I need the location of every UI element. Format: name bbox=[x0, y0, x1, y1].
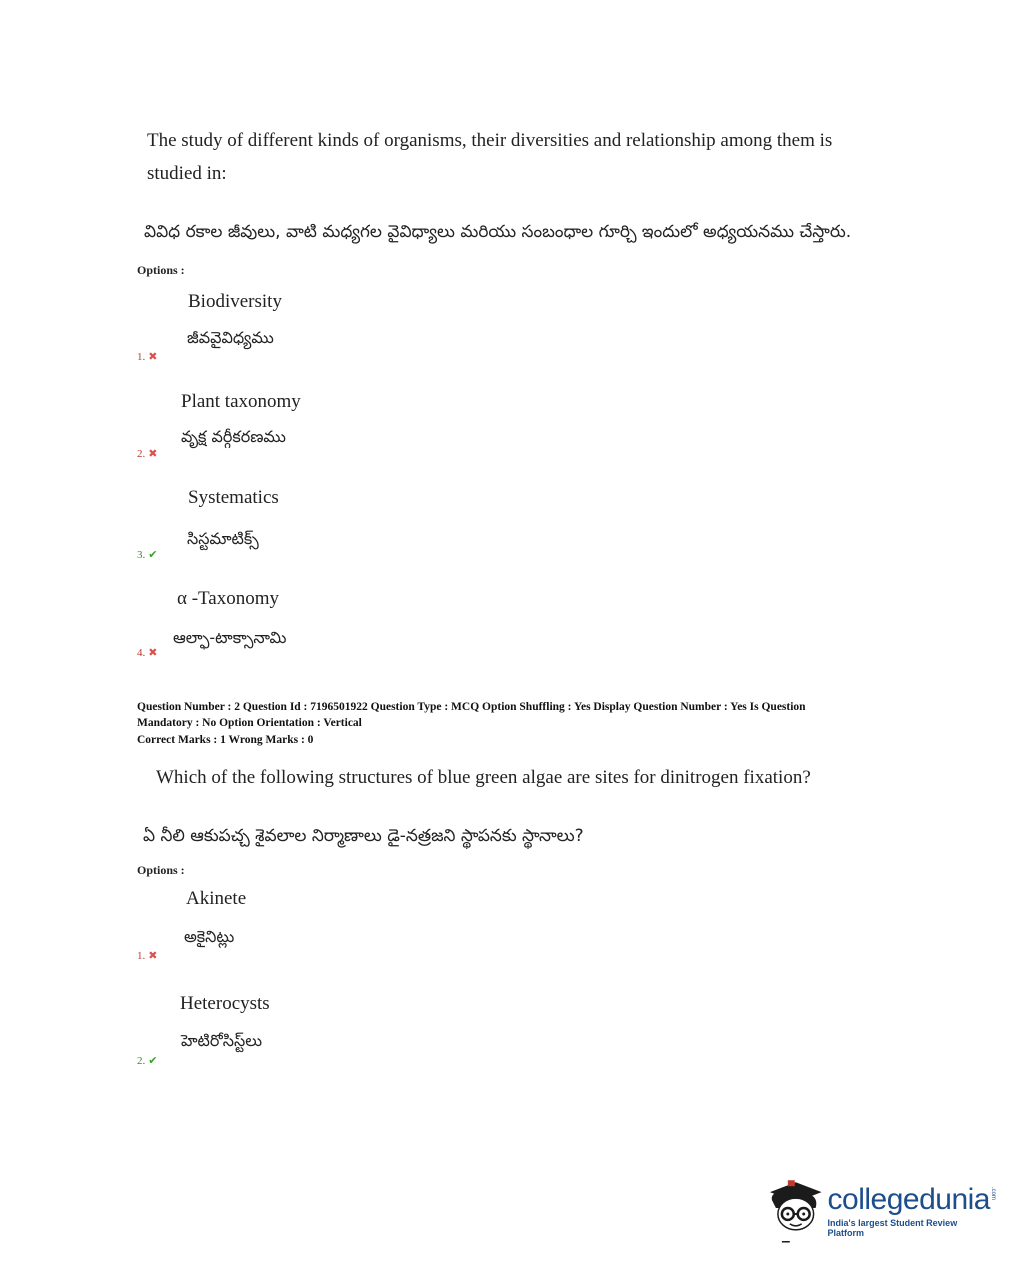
option-number-text: 3. bbox=[137, 549, 146, 561]
q2-meta bbox=[137, 699, 897, 748]
q2-meta-line-2: Mandatory : No Option Orientation : Vertical bbox=[137, 717, 362, 729]
q1-options-label: Options : bbox=[137, 263, 185, 277]
q2-meta-line-3: Correct Marks : 1 Wrong Marks : 0 bbox=[137, 734, 314, 746]
q2-text-te: ఏ నీలి ఆకుపచ్చ శైవలాల నిర్మాణాలు డై-నత్రజని స్థాపనకు స్థానాలు? bbox=[143, 826, 584, 846]
check-mark-icon: ✔ bbox=[148, 1055, 158, 1067]
logo-tagline: India's largest Student Review Platform bbox=[827, 1217, 958, 1238]
wrong-mark-icon: ✖ bbox=[148, 647, 158, 659]
logo-name: collegedunia bbox=[827, 1182, 990, 1216]
wrong-mark-icon: ✖ bbox=[148, 448, 158, 460]
option-number-text: 2. bbox=[137, 1055, 146, 1067]
wrong-mark-icon: ✖ bbox=[148, 950, 158, 962]
wrong-mark-icon: ✖ bbox=[148, 351, 158, 363]
logo-com: .com bbox=[990, 1186, 996, 1200]
q2-option-2-number bbox=[137, 1054, 157, 1067]
q2-option-1-number bbox=[137, 949, 157, 962]
option-number-text: 2. bbox=[137, 448, 146, 460]
collegedunia-logo bbox=[766, 1178, 996, 1244]
logo-name-row bbox=[828, 1183, 996, 1217]
q2-option-1-en: Akinete bbox=[186, 888, 247, 909]
q1-option-3-number bbox=[137, 548, 157, 561]
q1-option-2-te: వృక్ష వర్గీకరణము bbox=[181, 427, 286, 446]
q1-option-4-te: ఆల్ఫా-టాక్సానామి bbox=[173, 628, 287, 647]
q1-option-4-number bbox=[137, 646, 157, 659]
q1-text-en: The study of different kinds of organisms, their diversities and relationship among them is studied in: bbox=[147, 130, 833, 184]
logo-text-block bbox=[828, 1183, 996, 1238]
q2-option-1-te: అకైనిట్లు bbox=[184, 927, 235, 946]
check-mark-icon: ✔ bbox=[148, 549, 158, 561]
q1-option-4-en: α -Taxonomy bbox=[177, 588, 280, 609]
q2-meta-line-1: Question Number : 2 Question Id : 7196501922 Question Type : MCQ Option Shuffling : Yes Display Question Number : Yes Is Question bbox=[137, 701, 806, 713]
q1-option-1-en: Biodiversity bbox=[188, 291, 282, 312]
q1-text-te: వివిధ రకాల జీవులు, వాటి మధ్యగల వైవిధ్యాలు మరియు సంబంధాల గూర్చి ఇందులో అధ్యయనము చేస్తారు. bbox=[144, 222, 852, 242]
option-number-text: 1. bbox=[137, 950, 146, 962]
q1-option-3-te: సిస్టమాటిక్స్ bbox=[187, 529, 259, 548]
q1-option-1-te: జీవవైవిధ్యము bbox=[187, 328, 274, 347]
q2-text-en: Which of the following structures of blue green algae are sites for dinitrogen fixation? bbox=[156, 767, 811, 788]
option-number-text: 1. bbox=[137, 351, 146, 363]
mascot-icon bbox=[766, 1178, 826, 1244]
q1-option-3-en: Systematics bbox=[188, 487, 279, 508]
q1-option-1-number bbox=[137, 350, 157, 363]
q1-option-2-number bbox=[137, 447, 157, 460]
option-number-text: 4. bbox=[137, 647, 146, 659]
q2-option-2-te: హెటిరోసిస్ట్‌లు bbox=[181, 1031, 263, 1050]
q2-options-label: Options : bbox=[137, 863, 185, 877]
q2-option-2-en: Heterocysts bbox=[180, 993, 270, 1014]
q1-option-2-en: Plant taxonomy bbox=[181, 391, 301, 412]
